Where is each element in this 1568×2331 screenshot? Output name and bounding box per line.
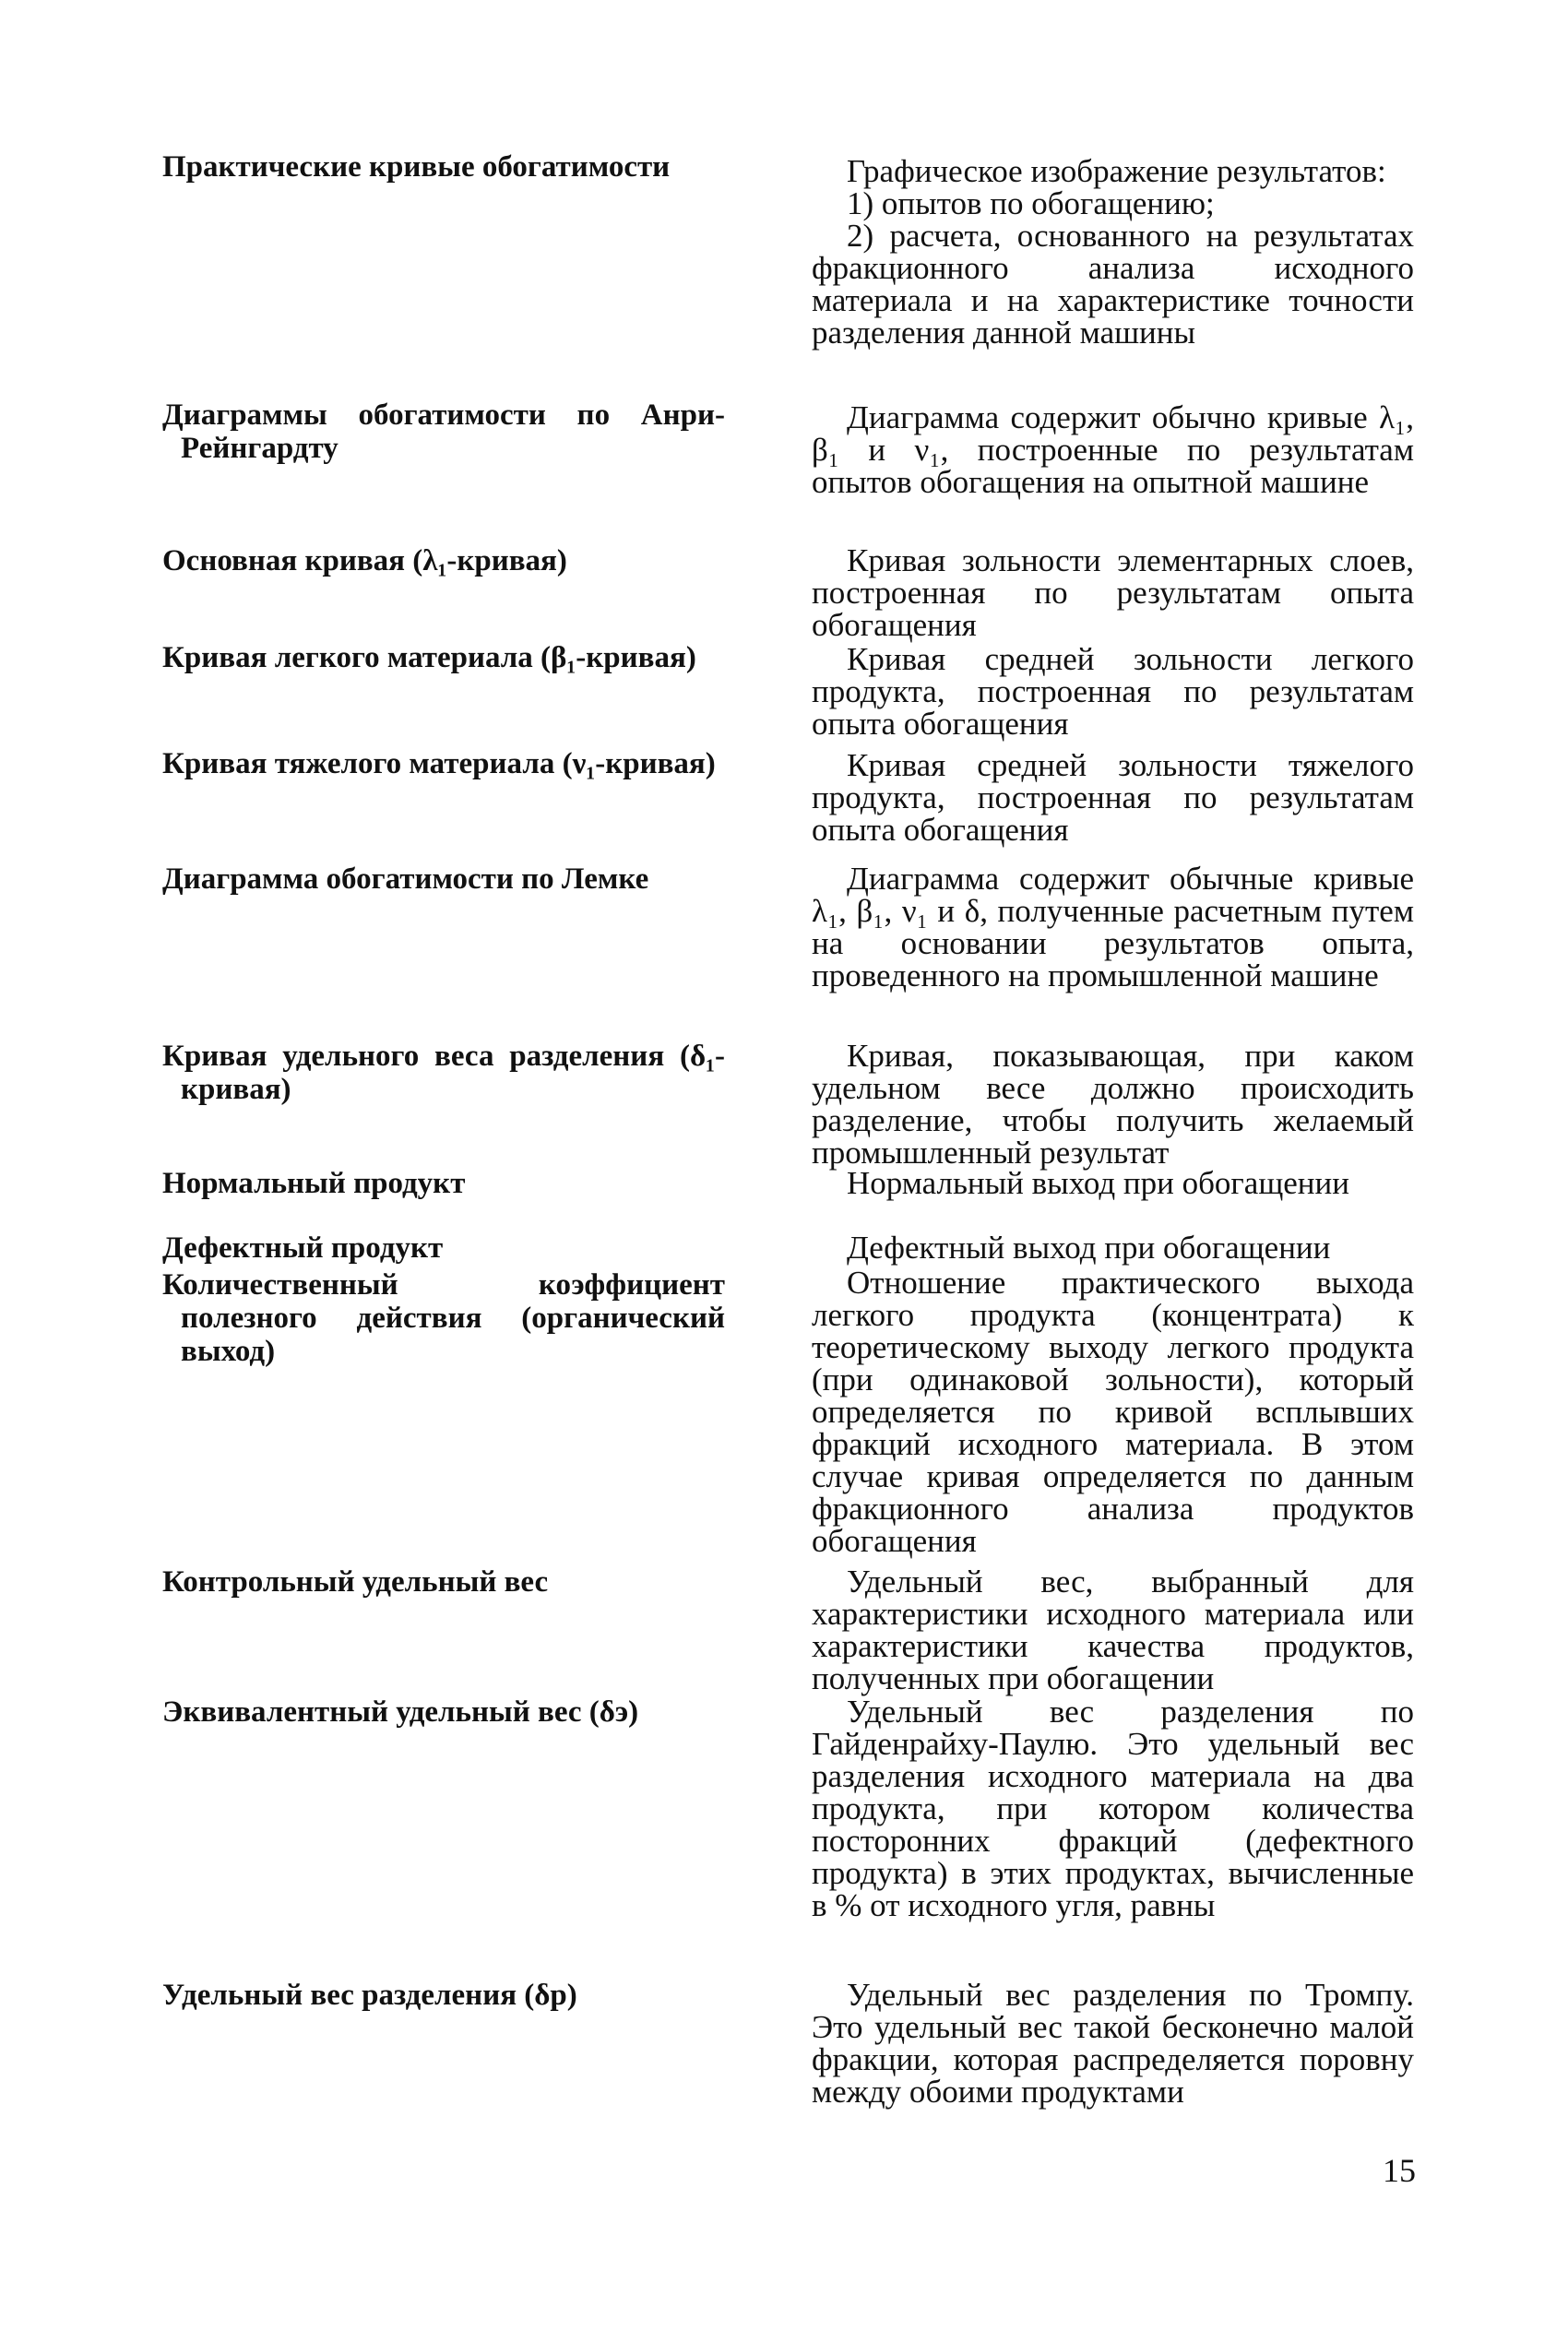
term-text: Эквивалентный удельный вес (δэ) [162, 1695, 639, 1729]
term-text: Количественный коэффициент полезного действия (органический выход) [162, 1268, 725, 1368]
definition-text: Кривая зольности элементарных слоев, построенная по результатам опыта обогащения [812, 542, 1414, 643]
term-text: Нормальный продукт [162, 1167, 466, 1200]
definition-control-density [812, 1565, 1414, 1695]
definition-quantitative-efficiency [812, 1267, 1414, 1557]
term-quantitative-efficiency [162, 1268, 725, 1368]
term-defective-product [162, 1231, 725, 1265]
definition-text: Кривая средней зольности тяжелого продукта, построенная по результатам опыта обогащения [812, 747, 1414, 848]
term-text: Основная кривая (λ₁-кривая) [162, 544, 567, 577]
term-text: Контрольный удельный вес [162, 1565, 549, 1599]
term-light-material-curve [162, 641, 725, 674]
definition-light-material-curve [812, 643, 1414, 740]
definition-text: Удельный вес разделения по Тромпу. Это удельный вес такой бесконечно малой фракции, которая распределяется поровну между обоими продуктами [812, 1977, 1414, 2110]
definition-basic-curve [812, 544, 1414, 641]
definition-text: Отношение практического выхода легкого продукта (концентрата) к теоретическому выходу легкого продукта (при одинаковой зольности), который определяется по кривой всплывших фракций исходного материала. В этом случае кривая определяется по данным фракционного анализа продуктов обогащения [812, 1265, 1414, 1559]
definition-separation-density [812, 1979, 1414, 2108]
definition-separation-density-curve [812, 1040, 1414, 1169]
term-text: Практические кривые обогатимости [162, 150, 671, 184]
definition-lemke-diagram [812, 862, 1414, 992]
definition-text: Диаграмма содержит обычные кривые λ₁, β₁, ν₁ и δ, полученные расчетным путем на основании результатов опыта, проведенного на промышленной машине [812, 861, 1414, 993]
term-control-density [162, 1565, 725, 1599]
definition-text: Дефектный выход при обогащении [847, 1230, 1331, 1266]
definition-text: Нормальный выход при обогащении [847, 1165, 1349, 1201]
term-text: Диаграмма обогатимости по Лемке [162, 862, 649, 896]
definition-normal-product [812, 1167, 1414, 1199]
definition-text: Удельный вес разделения по Гайденрайху-Паулю. Это удельный вес разделения исходного материала на два продукта, при котором количества посторонних фракций (дефектного продукта) в этих продуктах, вычисленные в % от исходного угля, равны [812, 1694, 1414, 1923]
definition-text: 2) расчета, основанного на результатах фракционного анализа исходного материала и на характеристике точности разделения данной машины [812, 218, 1414, 351]
definition-text: Кривая средней зольности легкого продукта, построенная по результатам опыта обогащения [812, 641, 1414, 742]
definition-text: 1) опытов по обогащению; [847, 185, 1215, 221]
term-text: Удельный вес разделения (δр) [162, 1979, 577, 2012]
definition-heavy-material-curve [812, 749, 1414, 846]
definition-text: Графическое изображение результатов: [847, 153, 1386, 189]
term-separation-density-curve [162, 1040, 725, 1106]
definition-text: Кривая, показывающая, при каком удельном весе должно происходить разделение, чтобы получить желаемый промышленный результат [812, 1038, 1414, 1171]
definition-text: Удельный вес, выбранный для характеристики исходного материала или характеристики качества продуктов, полученных при обогащении [812, 1564, 1414, 1696]
term-text: Кривая тяжелого материала (ν₁-кривая) [162, 747, 716, 780]
term-basic-curve [162, 544, 725, 577]
term-text: Кривая легкого материала (β₁-кривая) [162, 641, 696, 674]
definition-henry-reinhardt-diagrams [812, 401, 1414, 498]
term-henry-reinhardt-diagrams [162, 398, 725, 465]
term-text: Дефектный продукт [162, 1231, 444, 1265]
definition-equivalent-density [812, 1695, 1414, 1921]
term-normal-product [162, 1167, 725, 1200]
definition-text: Диаграмма содержит обычно кривые λ₁, β₁ и ν₁, построенные по результатам опытов обогащения на опытной машине [812, 399, 1414, 500]
term-equivalent-density [162, 1695, 725, 1729]
term-lemke-diagram [162, 862, 725, 896]
term-text: Кривая удельного веса разделения (δ₁-кривая) [162, 1040, 725, 1106]
term-separation-density [162, 1979, 725, 2012]
definition-defective-product [812, 1231, 1414, 1264]
term-heavy-material-curve [162, 747, 725, 780]
page-number: 15 [1383, 2152, 1416, 2189]
definition-practical-curves [812, 155, 1414, 349]
term-practical-curves [162, 150, 725, 184]
term-text: Диаграммы обогатимости по Анри-Рейнгардту [162, 398, 725, 465]
